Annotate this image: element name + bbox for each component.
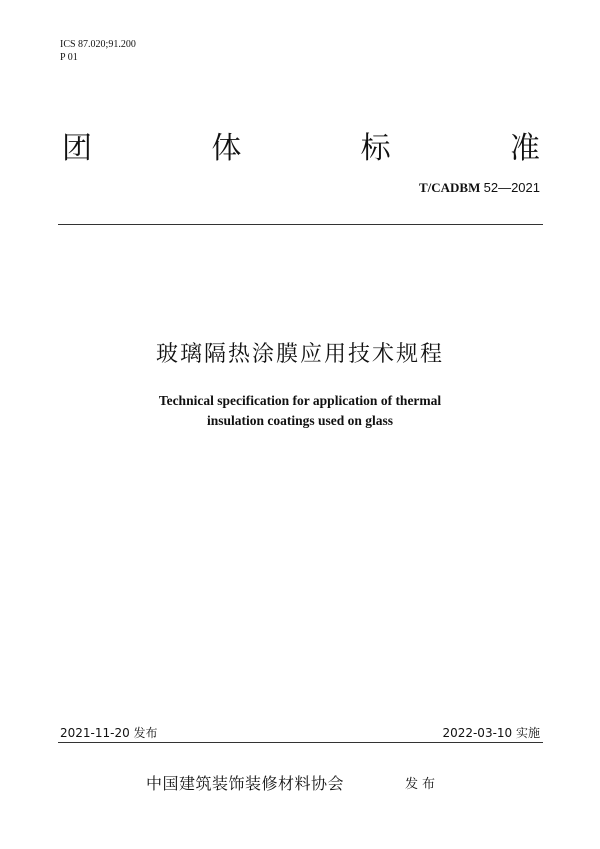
doc-type-char-4: 准 xyxy=(509,131,540,166)
bottom-divider xyxy=(58,742,543,743)
document-type-heading xyxy=(62,123,540,167)
issue-date: 2021-11-20 发布 xyxy=(60,726,158,740)
doc-type-char-3: 标 xyxy=(360,131,391,166)
doc-type-char-1: 团 xyxy=(62,131,92,166)
standard-prefix: T/CADBM xyxy=(418,180,481,195)
ics-code: ICS 87.020;91.200 xyxy=(60,39,136,50)
implementation-date: 2022-03-10 实施 xyxy=(442,726,540,740)
classification-codes xyxy=(60,38,136,64)
ccs-code: P 01 xyxy=(60,52,78,63)
doc-type-char-2: 体 xyxy=(211,131,242,166)
standard-number xyxy=(419,180,540,196)
top-divider xyxy=(58,224,543,225)
chinese-title: 玻璃隔热涂膜应用技术规程 xyxy=(155,342,444,367)
standard-code: 52—2021 xyxy=(483,180,540,195)
english-title-line-2: insulation coatings used on glass xyxy=(206,413,394,428)
publishing-organization: 中国建筑装饰装修材料协会 xyxy=(146,774,345,793)
english-title-line-1: Technical specification for application of thermal xyxy=(158,393,442,408)
english-title xyxy=(0,391,600,431)
publish-label: 发布 xyxy=(405,777,440,792)
